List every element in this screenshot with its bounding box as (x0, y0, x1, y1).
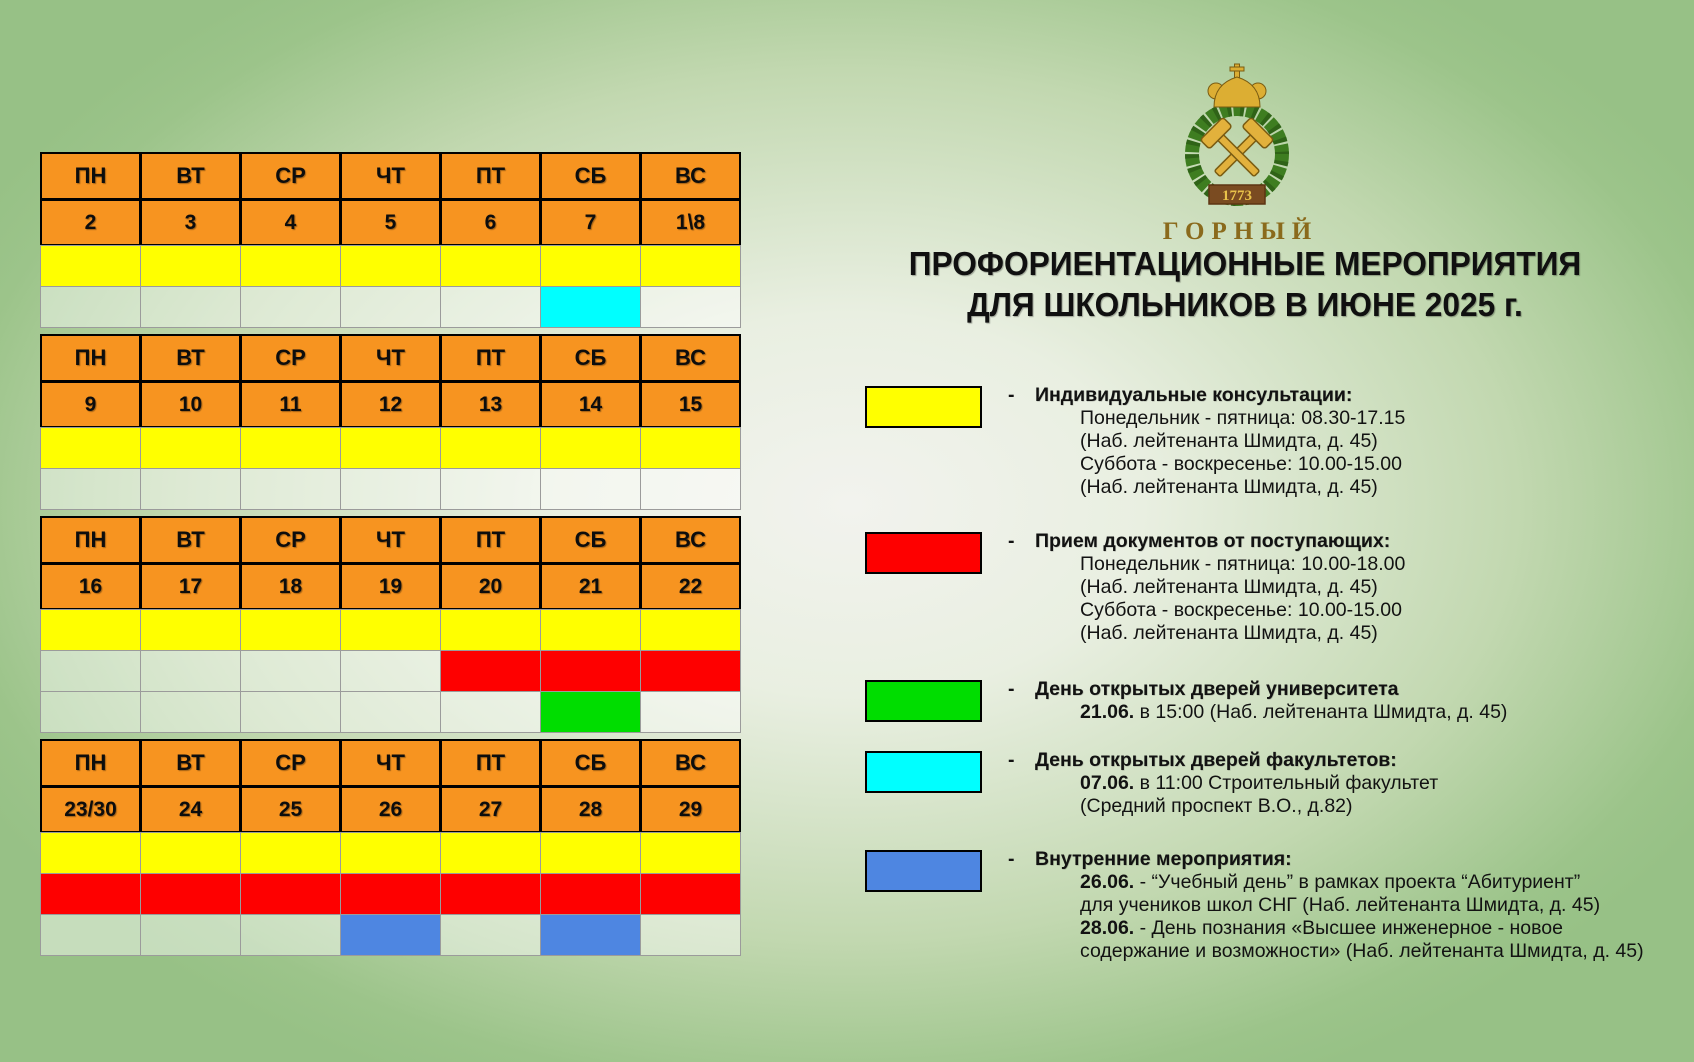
legend-swatch-admission-documents (865, 532, 982, 574)
event-cell-red (640, 873, 741, 915)
event-cell-none (40, 691, 141, 733)
day-header-cell: ВС (640, 516, 741, 564)
event-cell-yellow (40, 609, 141, 651)
legend-line: для учеников школ СНГ (Наб. лейтенанта Шмидта, д. 45) (1080, 894, 1601, 916)
day-header-row (40, 152, 750, 200)
legend-line: (Наб. лейтенанта Шмидта, д. 45) (1080, 430, 1378, 452)
event-cell-yellow (440, 832, 541, 874)
legend-line: Суббота - воскресенье: 10.00-15.00 (1080, 599, 1402, 621)
date-cell: 17 (140, 563, 241, 610)
legend-line: (Наб. лейтенанта Шмидта, д. 45) (1080, 622, 1378, 644)
university-logo (1148, 60, 1326, 246)
date-cell: 14 (540, 381, 641, 428)
event-cell-none (340, 286, 441, 328)
event-cell-yellow (340, 245, 441, 287)
legend-line: содержание и возможности» (Наб. лейтенанта Шмидта, д. 45) (1080, 940, 1644, 962)
event-cell-red (540, 650, 641, 692)
event-cell-none (640, 914, 741, 956)
event-cell-yellow (640, 245, 741, 287)
day-header-cell: ВС (640, 152, 741, 200)
event-cell-red (140, 873, 241, 915)
event-cell-none (40, 286, 141, 328)
event-cell-yellow (640, 427, 741, 469)
date-cell: 13 (440, 381, 541, 428)
date-cell: 1\8 (640, 199, 741, 246)
day-header-cell: ПТ (440, 152, 541, 200)
week-block-1 (40, 152, 750, 328)
legend-line: Понедельник - пятница: 10.00-18.00 (1080, 553, 1406, 575)
event-cell-yellow (440, 427, 541, 469)
week-block-4 (40, 739, 750, 956)
event-cell-yellow (140, 832, 241, 874)
event-cell-red (540, 873, 641, 915)
event-cell-yellow (140, 427, 241, 469)
day-header-cell: ЧТ (340, 516, 441, 564)
date-row (40, 563, 750, 610)
date-cell: 10 (140, 381, 241, 428)
legend-text (1035, 530, 1675, 645)
legend-title: День открытых дверей университета (1035, 678, 1399, 700)
date-cell: 16 (40, 563, 141, 610)
date-row (40, 381, 750, 428)
event-row (40, 691, 750, 733)
event-cell-yellow (340, 832, 441, 874)
event-cell-none (140, 468, 241, 510)
day-header-cell: ЧТ (340, 334, 441, 382)
event-cell-none (40, 468, 141, 510)
event-cell-none (640, 468, 741, 510)
date-cell: 12 (340, 381, 441, 428)
date-cell: 27 (440, 786, 541, 833)
date-cell: 3 (140, 199, 241, 246)
event-cell-red (40, 873, 141, 915)
event-cell-yellow (40, 832, 141, 874)
event-cell-yellow (640, 609, 741, 651)
legend-line: (Наб. лейтенанта Шмидта, д. 45) (1080, 476, 1378, 498)
event-cell-red (640, 650, 741, 692)
day-header-row (40, 334, 750, 382)
event-row (40, 914, 750, 956)
event-cell-yellow (140, 245, 241, 287)
event-cell-none (240, 286, 341, 328)
event-cell-red (440, 873, 541, 915)
event-cell-yellow (540, 427, 641, 469)
legend (865, 384, 1675, 984)
event-cell-none (340, 468, 441, 510)
event-cell-yellow (140, 609, 241, 651)
event-row (40, 468, 750, 510)
event-cell-none (440, 914, 541, 956)
event-cell-green (540, 691, 641, 733)
date-cell: 23/30 (40, 786, 141, 833)
event-row (40, 873, 750, 915)
date-cell: 26 (340, 786, 441, 833)
day-header-cell: ЧТ (340, 739, 441, 787)
date-cell: 21 (540, 563, 641, 610)
event-cell-blue (540, 914, 641, 956)
legend-text (1035, 384, 1675, 499)
event-cell-none (140, 691, 241, 733)
legend-swatch-university-open-day (865, 680, 982, 722)
date-cell: 9 (40, 381, 141, 428)
event-cell-none (140, 650, 241, 692)
date-cell: 4 (240, 199, 341, 246)
event-row (40, 427, 750, 469)
legend-title: Внутренние мероприятия: (1035, 848, 1292, 870)
legend-line: 07.06. в 11:00 Строительный факультет (1080, 772, 1439, 794)
legend-line: Понедельник - пятница: 08.30-17.15 (1080, 407, 1406, 429)
event-cell-none (340, 650, 441, 692)
day-header-cell: СР (240, 739, 341, 787)
day-header-cell: СР (240, 516, 341, 564)
date-cell: 6 (440, 199, 541, 246)
event-cell-yellow (440, 609, 541, 651)
page-title (823, 243, 1668, 325)
legend-line: 26.06. - “Учебный день” в рамках проекта “Абитуриент” (1080, 871, 1581, 893)
date-cell: 22 (640, 563, 741, 610)
day-header-cell: ЧТ (340, 152, 441, 200)
logo-name: ГОРНЫЙ (1162, 218, 1319, 245)
event-cell-red (340, 873, 441, 915)
page-title-line1: ПРОФОРИЕНТАЦИОННЫЕ МЕРОПРИЯТИЯ (908, 245, 1582, 282)
day-header-cell: ПН (40, 152, 141, 200)
event-row (40, 245, 750, 287)
legend-line: (Средний проспект В.О., д.82) (1080, 795, 1353, 817)
event-cell-yellow (640, 832, 741, 874)
event-cell-none (40, 650, 141, 692)
event-cell-none (340, 691, 441, 733)
day-header-cell: ПН (40, 739, 141, 787)
day-header-cell: ВТ (140, 334, 241, 382)
event-cell-none (440, 691, 541, 733)
legend-title: Прием документов от поступающих: (1035, 530, 1391, 552)
date-row (40, 199, 750, 246)
event-cell-none (440, 286, 541, 328)
event-cell-none (140, 914, 241, 956)
event-cell-yellow (240, 245, 341, 287)
page-title-line2: ДЛЯ ШКОЛЬНИКОВ В ИЮНЕ 2025 г. (967, 286, 1523, 323)
legend-swatch-individual-consultations (865, 386, 982, 428)
date-cell: 29 (640, 786, 741, 833)
legend-line: Суббота - воскресенье: 10.00-15.00 (1080, 453, 1402, 475)
date-cell: 20 (440, 563, 541, 610)
legend-text (1035, 678, 1675, 724)
event-cell-none (240, 650, 341, 692)
crown-icon (1208, 64, 1266, 107)
legend-dash-icon: - (1008, 678, 1015, 700)
event-row (40, 609, 750, 651)
day-header-cell: ПТ (440, 516, 541, 564)
day-header-cell: ПН (40, 516, 141, 564)
week-block-3 (40, 516, 750, 733)
event-cell-yellow (240, 609, 341, 651)
day-header-cell: ПТ (440, 334, 541, 382)
event-cell-none (640, 691, 741, 733)
day-header-cell: ВТ (140, 739, 241, 787)
event-cell-none (640, 286, 741, 328)
event-cell-yellow (540, 245, 641, 287)
day-header-cell: СБ (540, 739, 641, 787)
day-header-cell: ПН (40, 334, 141, 382)
legend-text (1035, 848, 1675, 963)
event-cell-blue (340, 914, 441, 956)
legend-dash-icon: - (1008, 384, 1015, 406)
event-cell-yellow (440, 245, 541, 287)
legend-dash-icon: - (1008, 848, 1015, 870)
event-cell-yellow (240, 427, 341, 469)
legend-text (1035, 749, 1675, 818)
day-header-cell: СР (240, 334, 341, 382)
logo-year: 1773 (1222, 188, 1252, 204)
calendar (40, 152, 750, 956)
event-cell-red (240, 873, 341, 915)
event-row (40, 286, 750, 328)
day-header-cell: СР (240, 152, 341, 200)
date-cell: 24 (140, 786, 241, 833)
day-header-row (40, 739, 750, 787)
legend-swatch-internal-events (865, 850, 982, 892)
day-header-cell: СБ (540, 516, 641, 564)
legend-line: (Наб. лейтенанта Шмидта, д. 45) (1080, 576, 1378, 598)
date-row (40, 786, 750, 833)
event-row (40, 650, 750, 692)
day-header-cell: ВТ (140, 516, 241, 564)
event-cell-yellow (340, 427, 441, 469)
event-cell-yellow (540, 609, 641, 651)
day-header-row (40, 516, 750, 564)
event-cell-none (440, 468, 541, 510)
day-header-cell: СБ (540, 334, 641, 382)
legend-title: Индивидуальные консультации: (1035, 384, 1353, 406)
legend-dash-icon: - (1008, 530, 1015, 552)
event-row (40, 832, 750, 874)
date-cell: 11 (240, 381, 341, 428)
date-cell: 7 (540, 199, 641, 246)
event-cell-red (440, 650, 541, 692)
event-cell-none (540, 468, 641, 510)
legend-swatch-faculty-open-day (865, 751, 982, 793)
date-cell: 2 (40, 199, 141, 246)
date-cell: 5 (340, 199, 441, 246)
legend-line: 21.06. в 15:00 (Наб. лейтенанта Шмидта, д. 45) (1080, 701, 1508, 723)
day-header-cell: ВС (640, 334, 741, 382)
crossed-hammers-icon (1200, 117, 1274, 185)
mining-university-emblem-icon (1148, 60, 1326, 212)
event-cell-yellow (40, 427, 141, 469)
day-header-cell: СБ (540, 152, 641, 200)
date-cell: 25 (240, 786, 341, 833)
event-cell-none (140, 286, 241, 328)
date-cell: 18 (240, 563, 341, 610)
event-cell-none (240, 468, 341, 510)
event-cell-yellow (40, 245, 141, 287)
day-header-cell: ВТ (140, 152, 241, 200)
day-header-cell: ВС (640, 739, 741, 787)
legend-line: 28.06. - День познания «Высшее инженерное - новое (1080, 917, 1563, 939)
date-cell: 15 (640, 381, 741, 428)
event-cell-yellow (540, 832, 641, 874)
event-cell-yellow (240, 832, 341, 874)
day-header-cell: ПТ (440, 739, 541, 787)
event-cell-none (240, 691, 341, 733)
legend-dash-icon: - (1008, 749, 1015, 771)
event-cell-cyan (540, 286, 641, 328)
event-cell-yellow (340, 609, 441, 651)
event-cell-none (240, 914, 341, 956)
legend-title: День открытых дверей факультетов: (1035, 749, 1397, 771)
event-cell-none (40, 914, 141, 956)
date-cell: 19 (340, 563, 441, 610)
week-block-2 (40, 334, 750, 510)
date-cell: 28 (540, 786, 641, 833)
